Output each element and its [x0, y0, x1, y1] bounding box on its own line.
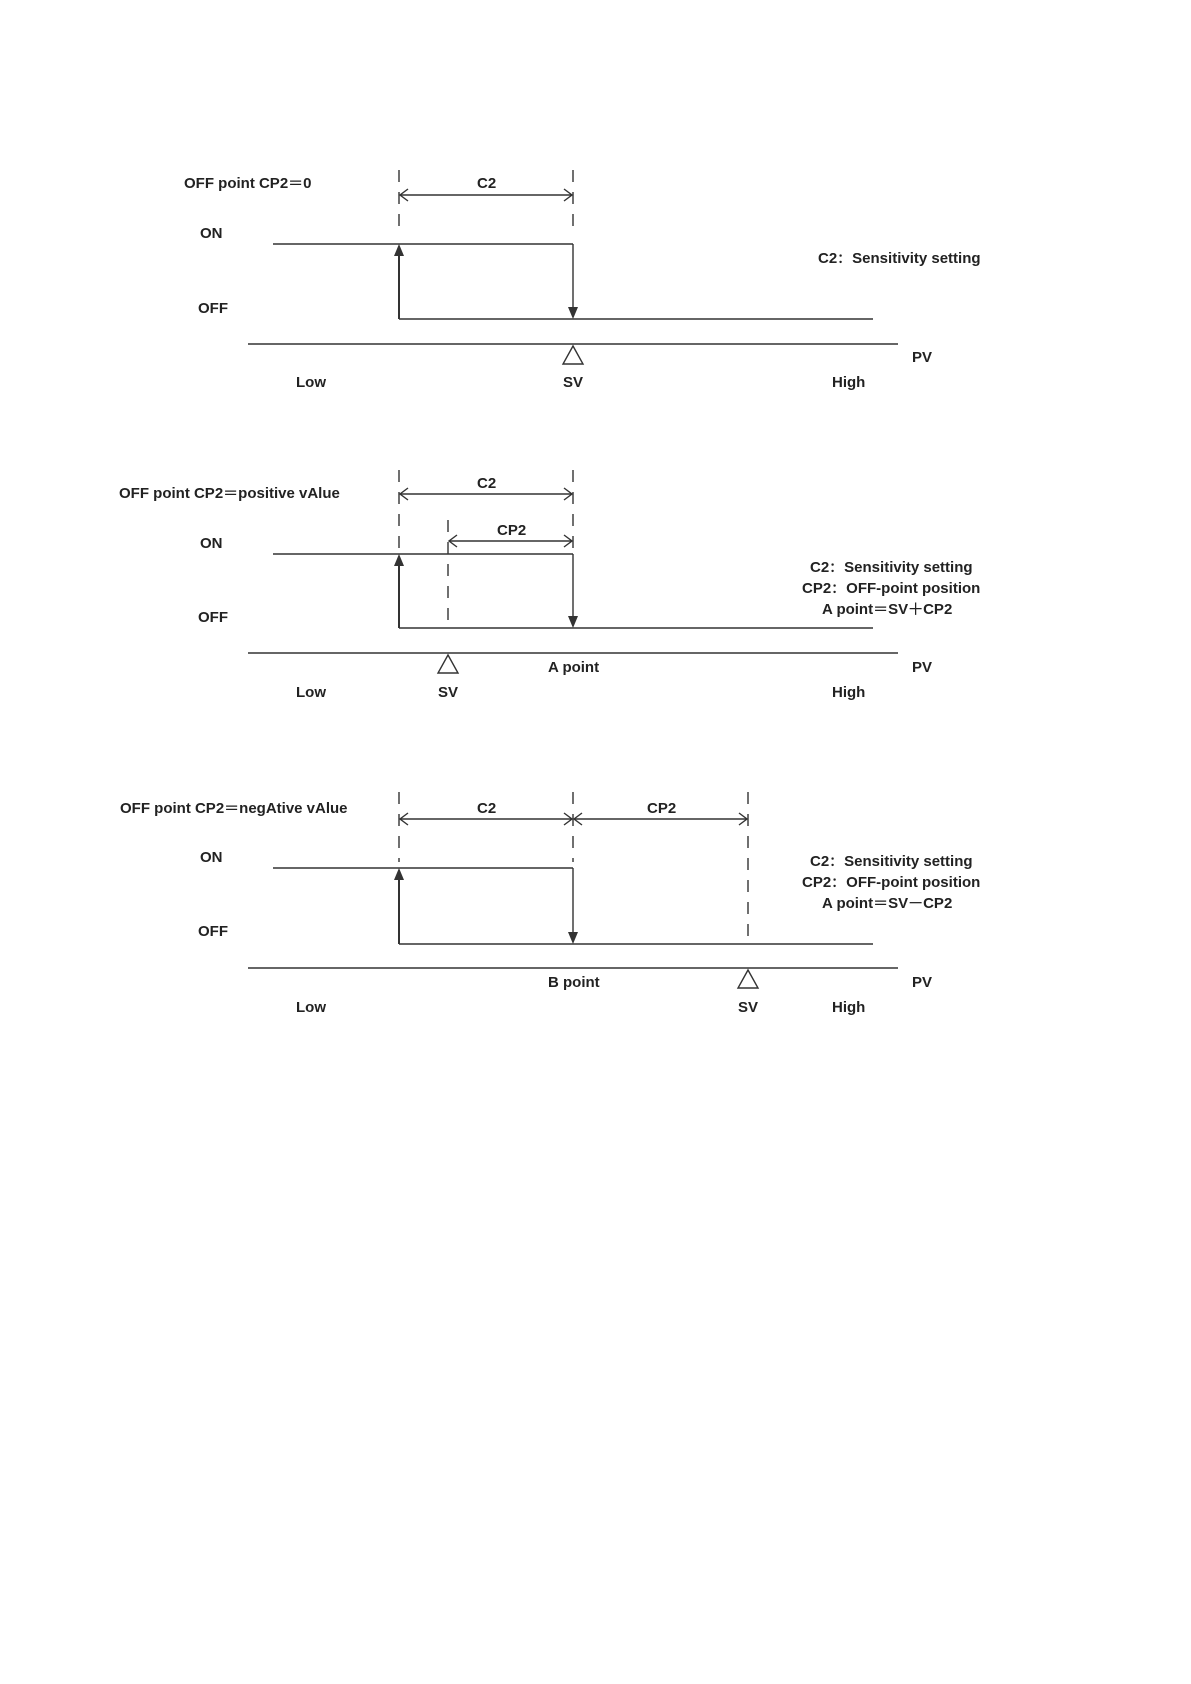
axis-low-label: Low [296, 374, 326, 391]
turn-on-arrowhead [394, 554, 404, 566]
diagram-title: OFF point CP2＝positive vAlue [119, 485, 340, 502]
sv-label: SV [738, 999, 759, 1016]
diagram-title: OFF point CP2＝negAtive vAlue [120, 800, 348, 817]
turn-on-arrowhead [394, 868, 404, 880]
on-label: ON [200, 535, 223, 552]
axis-low-label: Low [296, 999, 326, 1016]
diagram-cp2-negative [120, 792, 980, 1016]
axis-low-label: Low [296, 684, 326, 701]
sv-marker [438, 655, 458, 673]
axis-pv-label: PV [912, 349, 933, 366]
sv-label: SV [563, 374, 584, 391]
point-a-label: A point [548, 659, 600, 676]
note-line: CP2：OFF-point position [802, 874, 981, 891]
cp2-dimension-label: CP2 [497, 522, 527, 539]
axis-pv-label: PV [912, 659, 933, 676]
off-label: OFF [198, 609, 228, 626]
sv-marker [738, 970, 758, 988]
off-label: OFF [198, 923, 228, 940]
diagram-cp2-positive [119, 470, 980, 701]
c2-dimension-label: C2 [477, 475, 497, 492]
axis-pv-label: PV [912, 974, 933, 991]
sv-label: SV [438, 684, 459, 701]
axis-high-label: High [832, 999, 866, 1016]
note-line: C2：Sensitivity setting [810, 853, 973, 870]
on-label: ON [200, 849, 223, 866]
note-line: CP2：OFF-point position [802, 580, 981, 597]
diagram-title: OFF point CP2＝0 [184, 175, 312, 192]
note-line: A point＝SV－CP2 [822, 895, 953, 912]
note-line: A point＝SV＋CP2 [822, 601, 953, 618]
turn-off-arrowhead [568, 616, 578, 628]
turn-off-arrowhead [568, 307, 578, 319]
diagram-cp2-zero [184, 170, 981, 391]
c2-dimension-label: C2 [477, 175, 497, 192]
c2-dimension-label: C2 [477, 800, 497, 817]
point-b-label: B point [548, 974, 600, 991]
note-line: C2：Sensitivity setting [810, 559, 973, 576]
axis-high-label: High [832, 684, 866, 701]
axis-high-label: High [832, 374, 866, 391]
note-line: C2：Sensitivity setting [818, 250, 981, 267]
cp2-dimension-label: CP2 [647, 800, 677, 817]
sv-marker [563, 346, 583, 364]
turn-off-arrowhead [568, 932, 578, 944]
off-label: OFF [198, 300, 228, 317]
on-label: ON [200, 225, 223, 242]
turn-on-arrowhead [394, 244, 404, 256]
